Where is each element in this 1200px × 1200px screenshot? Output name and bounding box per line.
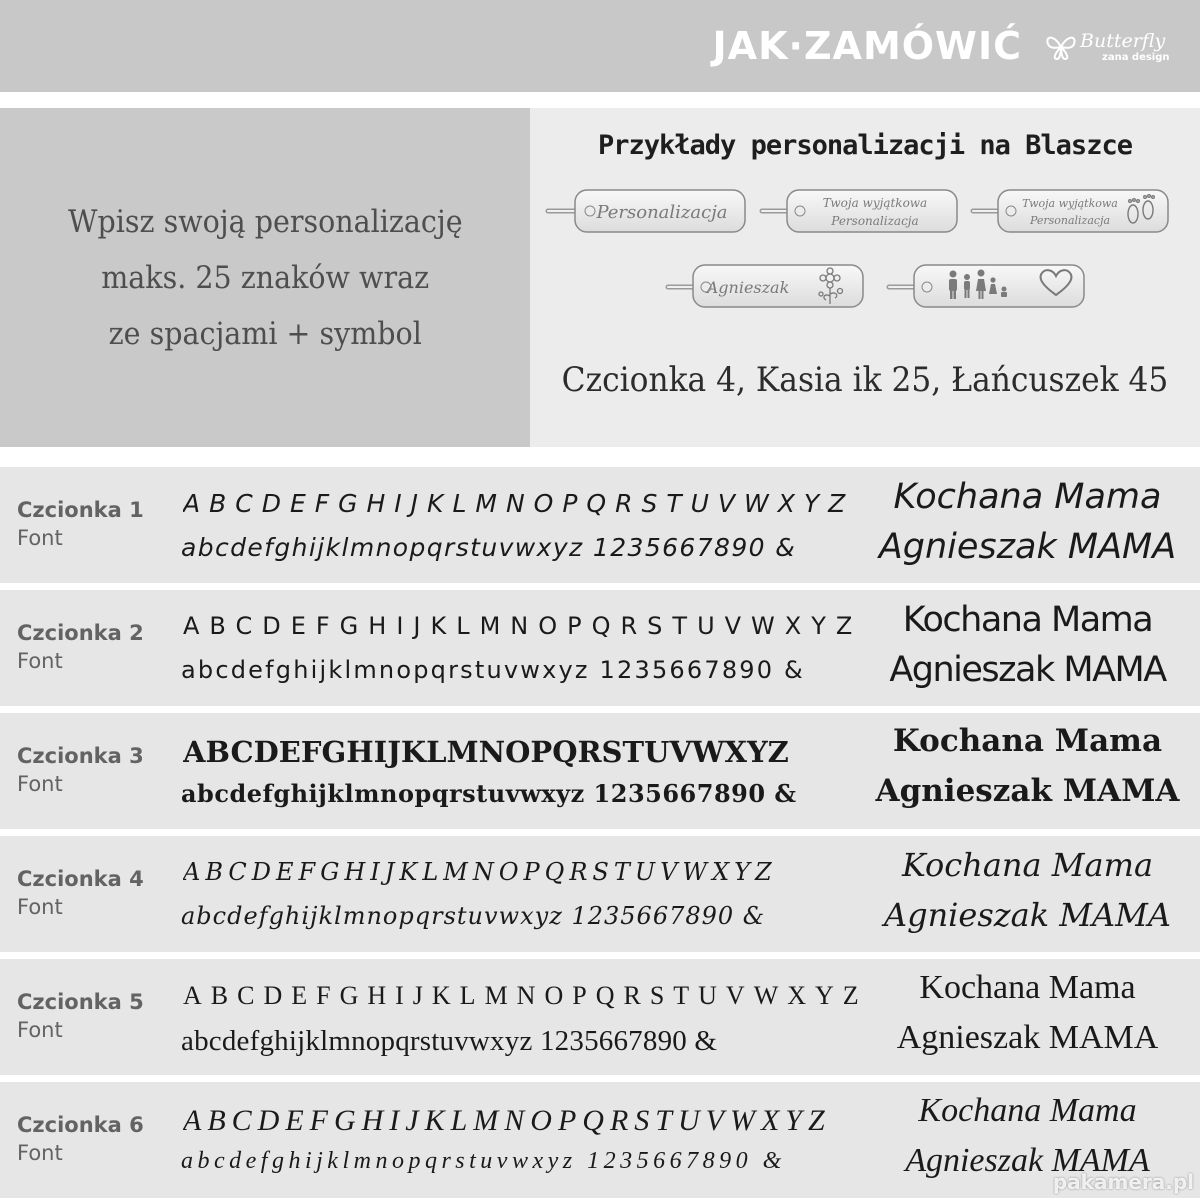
font-row-label xyxy=(17,498,144,550)
tag-example-2 xyxy=(762,190,957,232)
lowercase-sample: abcdefghijklmnopqrstuvwxyz 1235667890 & xyxy=(181,902,766,930)
lowercase-sample: abcdefghijklmnopqrstuvwxyz 1235667890 & xyxy=(181,656,805,684)
font-row-label xyxy=(17,744,144,796)
font-sub: Font xyxy=(17,1018,63,1042)
instruction-line: ze spacjami + symbol xyxy=(108,315,422,352)
header-bar xyxy=(0,0,1200,92)
tag-text: Twoja wyjątkowa xyxy=(1022,197,1118,210)
uppercase-sample: ABCDEFGHIJKLMNOPQRSTUVWXYZ xyxy=(183,612,863,640)
lowercase-sample: abcdefghijklmnopqrstuvwxyz 1235667890 & xyxy=(181,1148,786,1174)
sample-text: Kochana Mama xyxy=(901,846,1154,884)
tag-text: Personalizacja xyxy=(831,214,919,228)
instruction-line: maks. 25 znaków wraz xyxy=(101,259,429,296)
instruction-panel xyxy=(0,108,530,447)
sample-text: Agnieszak MAMA xyxy=(878,527,1177,567)
lowercase-sample: abcdefghijklmnopqrstuvwxyz 1235667890 & xyxy=(181,1025,718,1057)
sample-text: Agnieszak MAMA xyxy=(875,773,1180,809)
tag-example-1 xyxy=(548,190,745,232)
font-row-label xyxy=(17,867,144,919)
font-row-label xyxy=(17,990,144,1042)
sample-text: Kochana Mama xyxy=(892,723,1163,759)
examples-panel xyxy=(530,108,1200,447)
sample-text: Agnieszak MAMA xyxy=(889,650,1166,690)
uppercase-sample: ABCDEFGHIJKLMNOPQRSTUVWXYZ xyxy=(183,1104,831,1137)
font-row-4 xyxy=(0,836,1200,952)
font-sub: Font xyxy=(17,649,63,673)
watermark: pakamera.pl xyxy=(1052,1170,1194,1194)
font-name: Czcionka 6 xyxy=(17,1113,144,1137)
sample-text: Agnieszak MAMA xyxy=(896,1019,1159,1056)
font-row-1 xyxy=(0,467,1200,583)
page-title: JAK·ZAMÓWIĆ xyxy=(712,24,1022,68)
tag-text: Personalizacja xyxy=(596,202,728,223)
brand-subtitle: zana design xyxy=(1102,52,1170,63)
tag-example-3 xyxy=(973,190,1168,232)
examples-note: Czcionka 4, Kasia ik 25, Łańcuszek 45 xyxy=(561,360,1169,400)
tag-text: Personalizacja xyxy=(1029,214,1111,227)
font-row-5 xyxy=(0,959,1200,1075)
sample-text: Kochana Mama xyxy=(902,600,1153,640)
lowercase-sample: abcdefghijklmnopqrstuvwxyz 1235667890 & xyxy=(181,533,797,562)
font-row-6 xyxy=(0,1082,1200,1198)
font-sub: Font xyxy=(17,772,63,796)
butterfly-icon xyxy=(1044,32,1078,62)
tag-example-4 xyxy=(668,265,863,307)
font-sub: Font xyxy=(17,1141,63,1165)
font-name: Czcionka 3 xyxy=(17,744,144,768)
font-sub: Font xyxy=(17,895,63,919)
sample-text: Agnieszak MAMA xyxy=(883,896,1172,934)
uppercase-sample: ABCDEFGHIJKLMNOPQRSTUVWXYZ xyxy=(183,858,777,886)
tag-text: Agnieszak xyxy=(706,278,790,297)
sample-text: Kochana Mama xyxy=(918,1092,1137,1129)
uppercase-sample: ABCDEFGHIJKLMNOPQRSTUVWXYZ xyxy=(183,735,789,769)
uppercase-sample: ABCDEFGHIJKLMNOPQRSTUVWXYZ xyxy=(183,489,855,518)
sample-text: Kochana Mama xyxy=(919,969,1136,1006)
font-name: Czcionka 2 xyxy=(17,621,144,645)
sample-text: Kochana Mama xyxy=(893,477,1162,517)
font-row-2 xyxy=(0,590,1200,706)
tag-example-5 xyxy=(889,265,1084,307)
tag-text: Twoja wyjątkowa xyxy=(822,196,928,210)
brand-name: Butterfly xyxy=(1080,30,1166,52)
uppercase-sample: ABCDEFGHIJKLMNOPQRSTUVWXYZ xyxy=(183,981,868,1010)
lowercase-sample: abcdefghijklmnopqrstuvwxyz 1235667890 & xyxy=(181,779,797,808)
font-name: Czcionka 1 xyxy=(17,498,144,522)
font-row-label xyxy=(17,621,144,673)
brand-logo xyxy=(1044,30,1172,70)
font-sub: Font xyxy=(17,526,63,550)
font-row-3 xyxy=(0,713,1200,829)
instruction-line: Wpisz swoją personalizację xyxy=(67,203,463,240)
font-name: Czcionka 5 xyxy=(17,990,144,1014)
font-name: Czcionka 4 xyxy=(17,867,144,891)
examples-title: Przykłady personalizacji na Blaszce xyxy=(598,130,1132,161)
sample-text: Agnieszak MAMA xyxy=(905,1142,1150,1179)
font-row-label xyxy=(17,1113,144,1165)
